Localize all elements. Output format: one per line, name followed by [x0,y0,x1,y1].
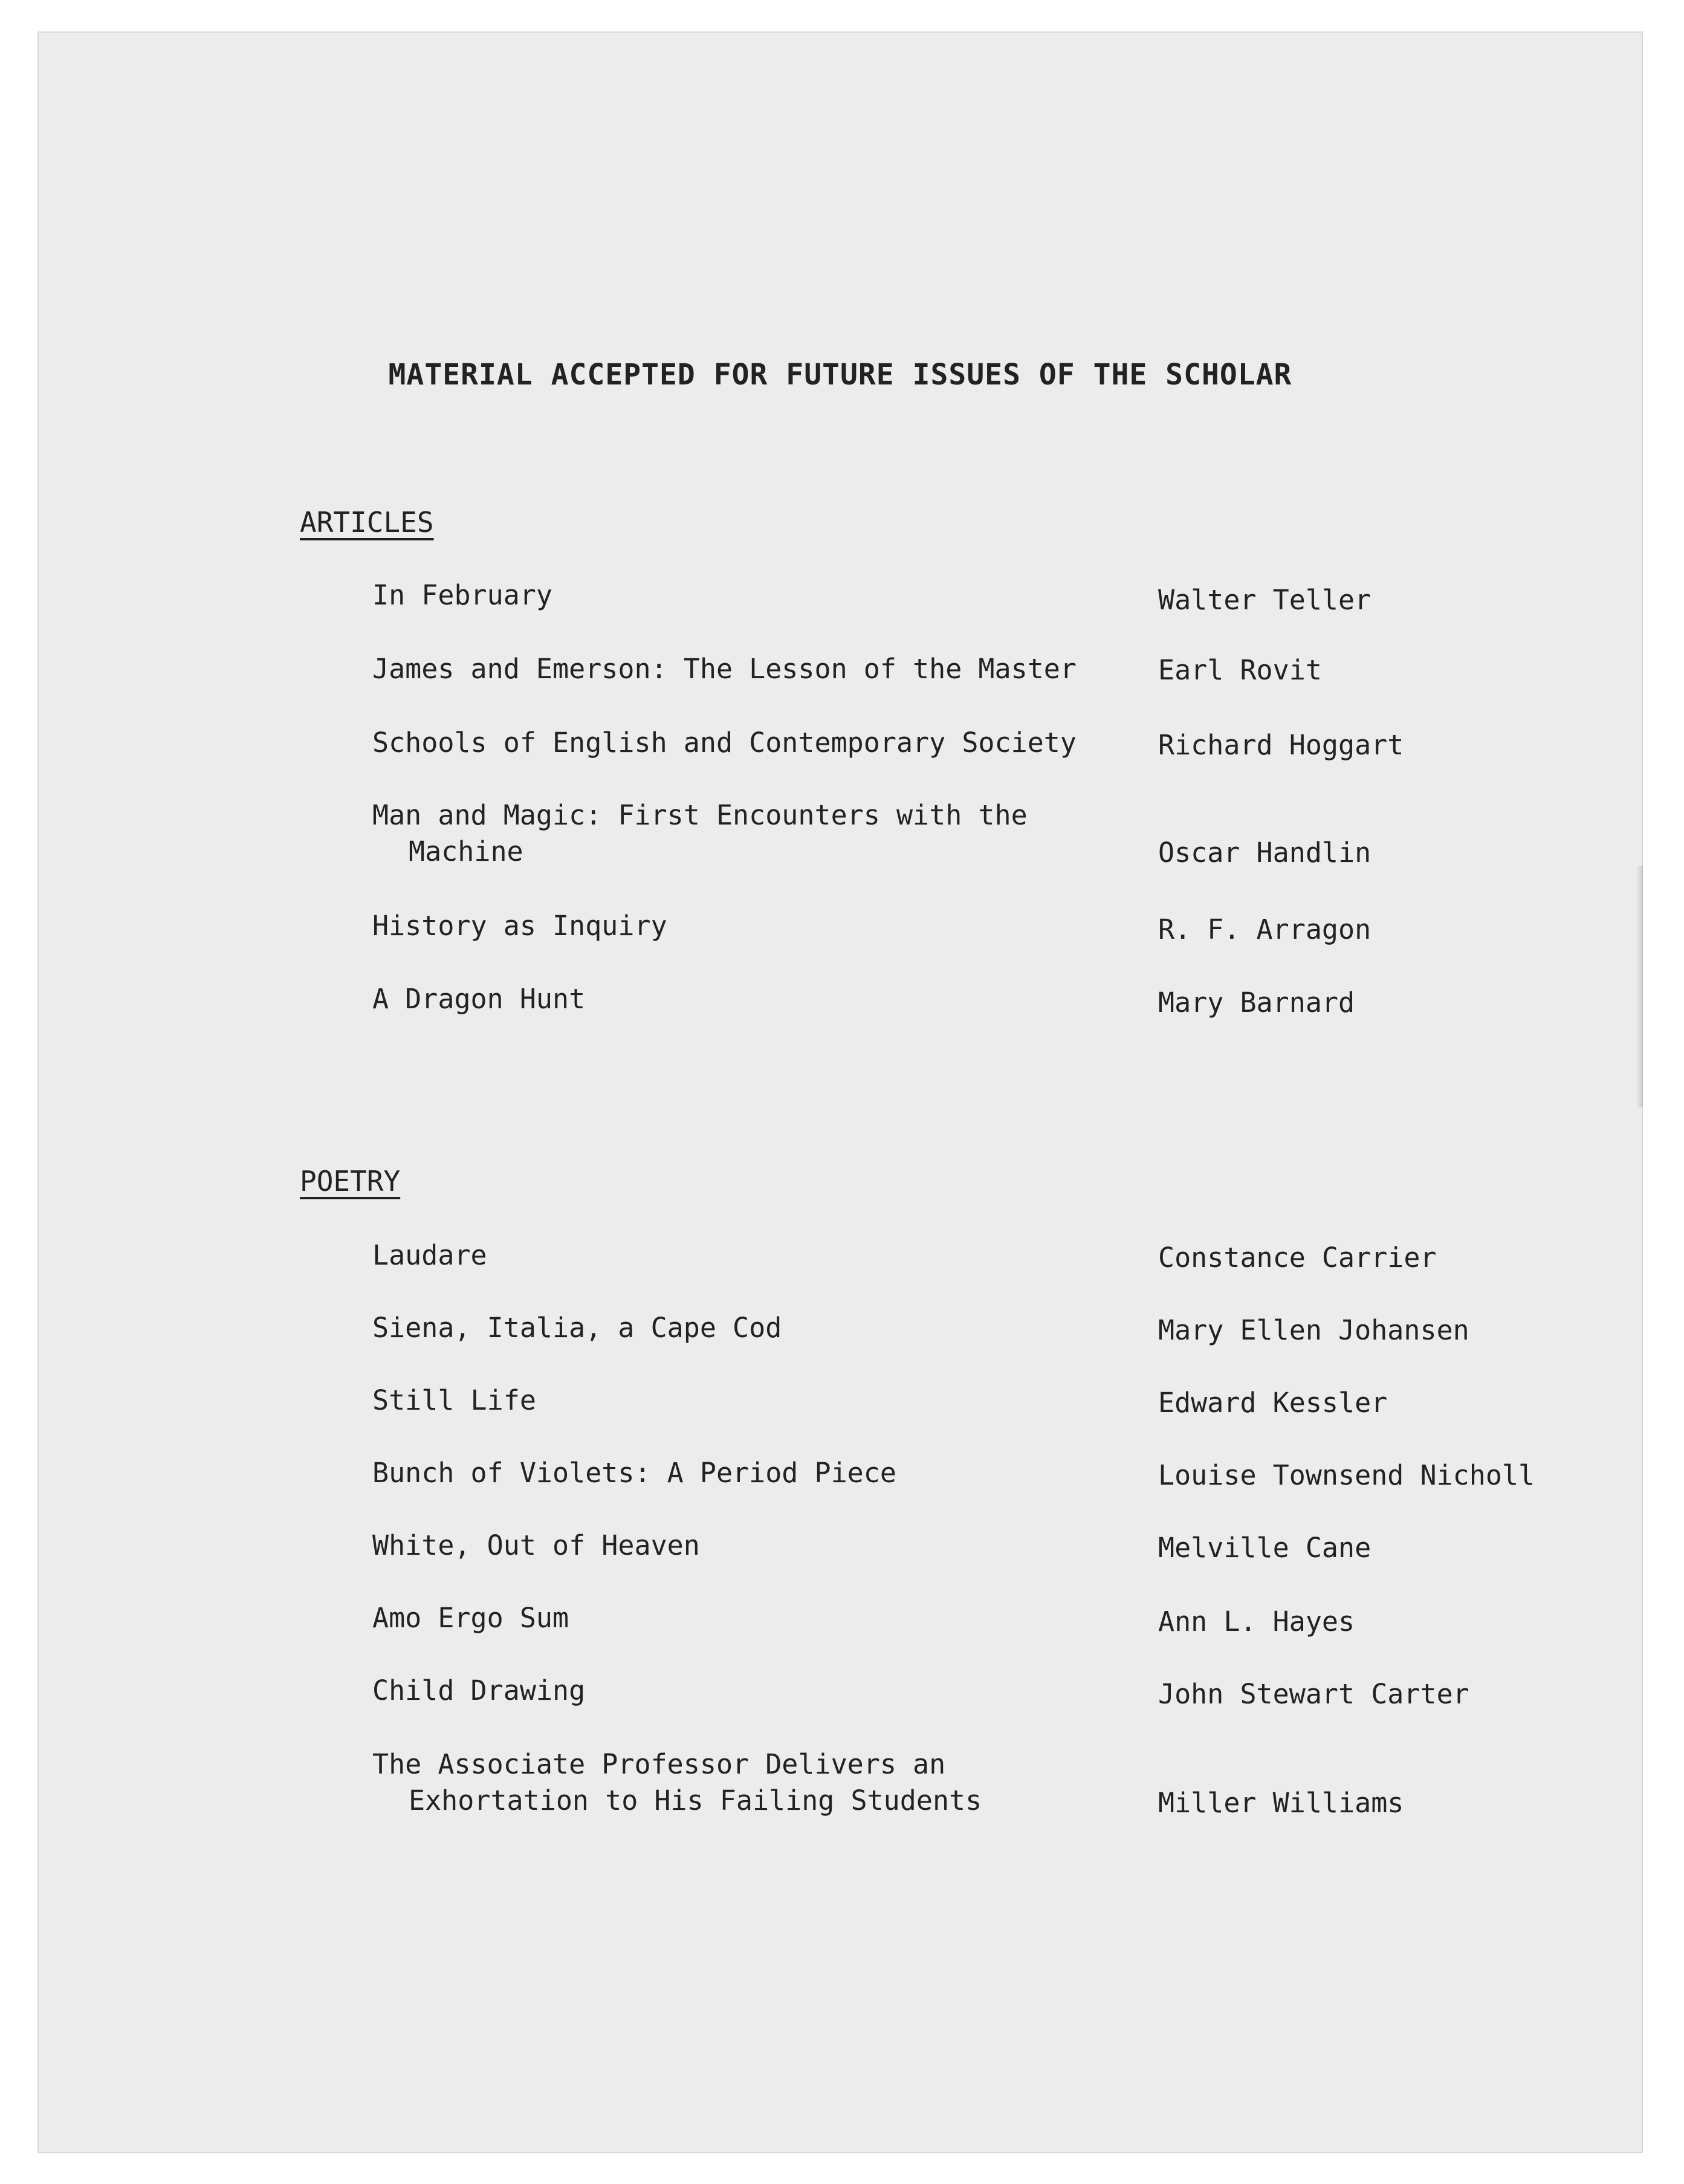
entry-author: John Stewart Carter [1158,1678,1469,1710]
entry-title: Child Drawing [372,1674,586,1706]
entry-author: Earl Rovit [1158,654,1322,686]
entry-author: Ann L. Hayes [1158,1606,1355,1638]
poetry-section [300,1165,1630,1819]
entry-title: James and Emerson: The Lesson of the Master [372,653,1077,685]
entry-title: Schools of English and Contemporary Society [372,727,1077,759]
document-title: MATERIAL ACCEPTED FOR FUTURE ISSUES OF THE SCHOLAR [388,358,1292,392]
entry-title: Amo Ergo Sum [372,1602,569,1634]
entry-author: Miller Williams [1158,1787,1404,1819]
entry-title: Laudare [372,1239,487,1271]
poetry-heading: POETRY [300,1165,401,1197]
entry-title: Bunch of Violets: A Period Piece [372,1457,896,1489]
entry-title: In February [372,579,553,611]
entry-author: Louise Townsend Nicholl [1158,1459,1535,1491]
entry-title: The Associate Professor Delivers an Exhortation to His Failing Students [372,1748,982,1816]
entry-author: Richard Hoggart [1158,729,1404,761]
entry-title: Still Life [372,1384,536,1416]
entry-title: Man and Magic: First Encounters with the Machine [372,799,1028,867]
articles-heading: ARTICLES [300,506,434,539]
entry-author: Mary Ellen Johansen [1158,1314,1469,1346]
entry-author: Constance Carrier [1158,1242,1437,1274]
page-edge-shadow [1636,866,1643,1107]
entry-title: White, Out of Heaven [372,1529,700,1561]
entry-author: Oscar Handlin [1158,837,1371,869]
entry-author: Edward Kessler [1158,1387,1388,1419]
entry-author: Mary Barnard [1158,987,1355,1019]
entry-author: Melville Cane [1158,1532,1371,1564]
entry-title: Siena, Italia, a Cape Cod [372,1312,782,1344]
entry-author: Walter Teller [1158,584,1371,616]
document-page [37,31,1643,2153]
articles-section [300,506,1630,1019]
entry-title: History as Inquiry [372,910,667,942]
entry-author: R. F. Arragon [1158,913,1371,945]
entry-title: A Dragon Hunt [372,983,586,1015]
